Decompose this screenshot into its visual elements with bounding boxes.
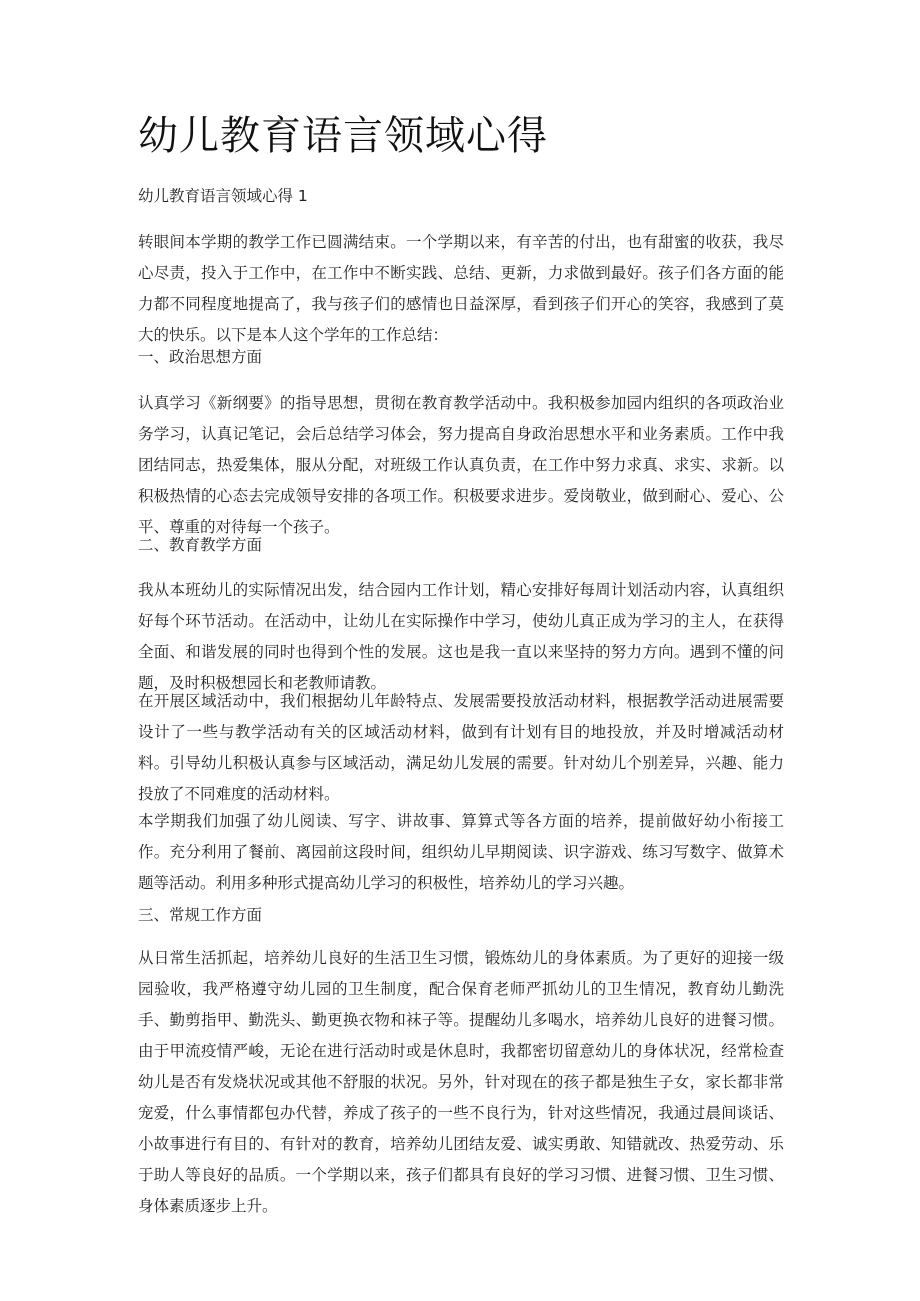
section-heading-politics: 一、政治思想方面 (138, 348, 263, 366)
paragraph-teaching-1: 我从本班幼儿的实际情况出发，结合园内工作计划，精心安排好每周计划活动内容，认真组织好每个环节活动。在活动中，让幼儿在实际操作中学习，使幼儿真正成为学习的主人，在获得全面、和谐发展的同时也得到个性的发展。这也是我一直以来坚持的努力方向。遇到不懂的问题，及时积极想园长和老教师请教。 (138, 581, 784, 692)
paragraph-teaching-3: 本学期我们加强了幼儿阅读、写字、讲故事、算算式等各方面的培养，提前做好幼小衔接工作。充分利用了餐前、离园前这段时间，组织幼儿早期阅读、识字游戏、练习写数字、做算术题等活动。利用多种形式提高幼儿学习的积极性，培养幼儿的学习兴趣。 (138, 812, 784, 892)
page-title: 幼儿教育语言领域心得 (138, 113, 548, 159)
paragraph-teaching-2: 在开展区域活动中，我们根据幼儿年龄特点、发展需要投放活动材料，根据教学活动进展需要设计了一些与教学活动有关的区域活动材料，做到有计划有目的地投放，并及时增减活动材料。引导幼儿积极认真参与区域活动，满足幼儿发展的需要。针对幼儿个别差异，兴趣、能力投放了不同难度的活动材料。 (138, 692, 784, 803)
paragraph-politics: 认真学习《新纲要》的指导思想，贯彻在教育教学活动中。我积极参加园内组织的各项政治业务学习，认真记笔记，会后总结学习体会，努力提高自身政治思想水平和业务素质。工作中我团结同志，热爱集体，服从分配，对班级工作认真负责，在工作中努力求真、求实、求新。以积极热情的心态去完成领导安排的各项工作。积极要求进步。爱岗敬业，做到耐心、爱心、公平、尊重的对待每一个孩子。 (138, 394, 784, 536)
section-heading-routine: 三、常规工作方面 (138, 906, 263, 924)
paragraph-routine: 从日常生活抓起，培养幼儿良好的生活卫生习惯，锻炼幼儿的身体素质。为了更好的迎接一级园验收，我严格遵守幼儿园的卫生制度，配合保育老师严抓幼儿的卫生情况，教育幼儿勤洗手、勤剪指甲、勤洗头、勤更换衣物和袜子等。提醒幼儿多喝水，培养幼儿良好的进餐习惯。由于甲流疫情严峻，无论在进行活动时或是休息时，我都密切留意幼儿的身体状况，经常检查幼儿是否有发烧状况或其他不舒服的状况。另外，针对现在的孩子都是独生子女，家长都非常宠爱，什么事情都包办代替，养成了孩子的一些不良行为，针对这些情况，我通过晨间谈话、小故事进行有目的、有针对的教育，培养幼儿团结友爱、诚实勇敢、知错就改、热爱劳动、乐于助人等良好的品质。一个学期以来，孩子们都具有良好的学习习惯、进餐习惯、卫生习惯、身体素质逐步上升。 (138, 949, 784, 1215)
intro-paragraph: 转眼间本学期的教学工作已圆满结束。一个学期以来，有辛苦的付出，也有甜蜜的收获，我尽心尽责，投入于工作中，在工作中不断实践、总结、更新，力求做到最好。孩子们各方面的能力都不同程度地提高了，我与孩子们的感情也日益深厚，看到孩子们开心的笑容，我感到了莫大的快乐。以下是本人这个学年的工作总结： (138, 233, 784, 344)
subtitle: 幼儿教育语言领域心得 1 (138, 187, 308, 205)
section-heading-teaching: 二、教育教学方面 (138, 536, 263, 554)
